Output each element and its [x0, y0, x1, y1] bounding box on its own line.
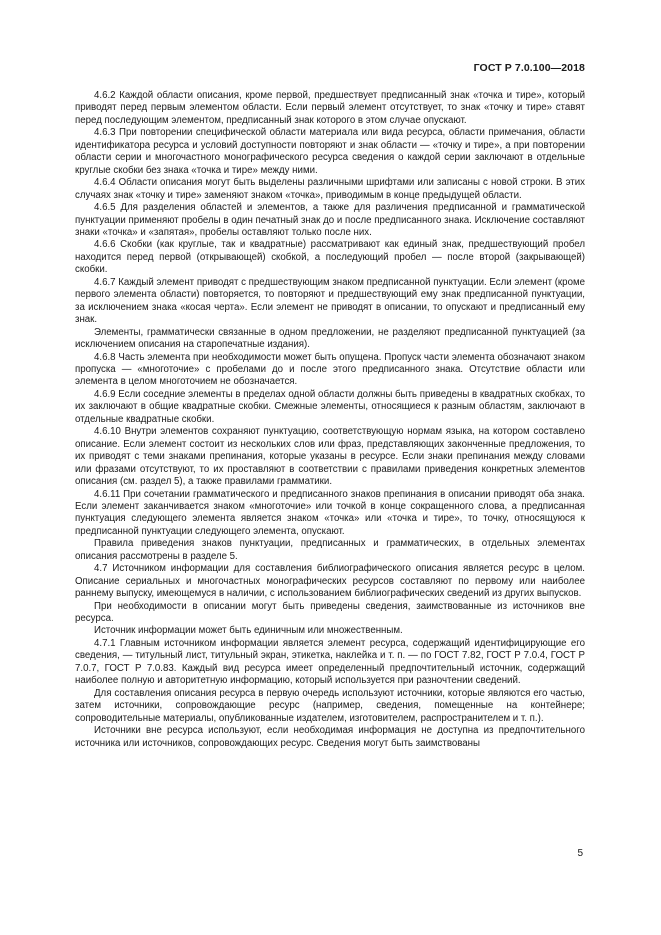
- document-code-header: ГОСТ Р 7.0.100—2018: [473, 62, 585, 74]
- paragraph-4-6-11-note: Правила приведения знаков пунктуации, предписанных и грамматических, в отдельных элементах описания рассмотрены в разделе 5.: [75, 538, 585, 562]
- paragraph-4-6-3: 4.6.3 При повторении специфической области материала или вида ресурса, области примечания, области идентификатора ресурса и условий доступности повторяют и знак области — «точку и тире», а при повторении области серии и многочастного монографического ресурса сведения о каждой серии заключают в отдельные круглые скобки без знака «точка и тире» между ними.: [75, 127, 585, 176]
- paragraph-4-6-9: 4.6.9 Если соседние элементы в пределах одной области должны быть приведены в квадратных скобках, то их заключают в общие квадратные скобки. Смежные элементы, относящиеся к разным областям, заключают в отдельные квадратные скобки.: [75, 388, 585, 425]
- paragraph-4-7-1-note-2: Источники вне ресурса используют, если необходимая информация не доступна из предпочтительного источника или источников, сопровождающих ресурс. Сведения могут быть заимствованы: [75, 725, 585, 749]
- paragraph-4-6-10: 4.6.10 Внутри элементов сохраняют пунктуацию, соответствующую нормам языка, на котором составлено описание. Если элемент состоит из нескольких слов или фраз, представляющих законченные предложения, то их приводят с теми знаками препинания, которые указаны в ресурсе. Если знаки препинания между словами или фразами отсутствуют, то их проставляют в соответствии с правилами приведения конкретных элементов описания (см. раздел 5), а также правилами грамматики.: [75, 426, 585, 488]
- paragraph-4-6-4: 4.6.4 Области описания могут быть выделены различными шрифтами или записаны с новой строки. В этих случаях знак «точку и тире» заменяют знаком «точка», приводимым в конце предыдущей области.: [75, 177, 585, 201]
- document-body: [75, 90, 585, 750]
- paragraph-4-7: 4.7 Источником информации для составления библиографического описания является ресурс в целом. Описание сериальных и многочастных монографических ресурсов составляют по первому или наиболее раннему выпуску, имеющемуся в наличии, с использованием библиографических сведений из других выпусков.: [75, 563, 585, 600]
- paragraph-4-6-11: 4.6.11 При сочетании грамматического и предписанного знаков препинания в описании приводят оба знака. Если элемент заканчивается знаком «многоточие» или точкой в конце сокращенного слова, а предписанная пунктуация следующего элемента является знаком «точка» или «точка и тире», то точку, относящуюся к предписанной пунктуации следующего элемента, опускают.: [75, 488, 585, 537]
- paragraph-4-6-7-note: Элементы, грамматически связанные в одном предложении, не разделяют предписанной пунктуацией (за исключением описания на старопечатные издания).: [75, 326, 585, 351]
- paragraph-4-7-1-note-1: Для составления описания ресурса в первую очередь используют источники, которые являются его частью, затем источники, сопровождающие ресурс (например, сведения, помещенные на контейнере; сопроводительные материалы, опубликованные издателем, изготовителем, распространителем и т. п.).: [75, 687, 585, 724]
- paragraph-4-6-5: 4.6.5 Для разделения областей и элементов, а также для различения предписанной и грамматической пунктуации применяют пробелы в один печатный знак до и после предписанного знака. Исключение составляют знаки «точка» и «запятая», пробелы оставляют только после них.: [75, 202, 585, 238]
- paragraph-4-7-note-2: Источник информации может быть единичным или множественным.: [94, 625, 403, 637]
- paragraph-4-7-note-1: При необходимости в описании могут быть приведены сведения, заимствованные из источников вне ресурса.: [75, 600, 585, 625]
- paragraph-4-6-8: 4.6.8 Часть элемента при необходимости может быть опущена. Пропуск части элемента обозначают знаком пропуска — «многоточие» с пробелами до и после этого предписанного знака. Отсутствие области или элемента в целом многоточием не обозначается.: [75, 351, 585, 388]
- paragraph-4-6-6: 4.6.6 Скобки (как круглые, так и квадратные) рассматривают как единый знак, предшествующий пробел находится перед первой (открывающей) скобкой, а последующий пробел — после второй (закрывающей) скобки.: [75, 239, 585, 276]
- paragraph-4-6-2: 4.6.2 Каждой области описания, кроме первой, предшествует предписанный знак «точка и тире», который приводят перед первым элементом области. Если первый элемент отсутствует, то знак «точку и тире» ставят перед последующим элементом, предписанный знак которого в этом случае опускают.: [75, 90, 585, 126]
- paragraph-4-7-1: 4.7.1 Главным источником информации является элемент ресурса, содержащий идентифицирующие его сведения, — титульный лист, титульный экран, этикетка, наклейка и т. п. — по ГОСТ 7.82, ГОСТ Р 7.0.4, ГОСТ Р 7.0.7, ГОСТ Р 7.0.83. Каждый вид ресурса имеет определенный предпочтительный источник, содержащий наиболее полную и авторитетную информацию, который используется при разночтении сведений.: [75, 637, 585, 687]
- paragraph-4-6-7: 4.6.7 Каждый элемент приводят с предшествующим знаком предписанной пунктуации. Если элемент (кроме первого элемента области) повторяется, то повторяют и предшествующий ему знак предписанной пунктуации, за исключением знака «косая черта». Если элемент не приводят в описании, то опускают и предписанный ему знак.: [75, 276, 585, 326]
- page-number: 5: [577, 848, 583, 859]
